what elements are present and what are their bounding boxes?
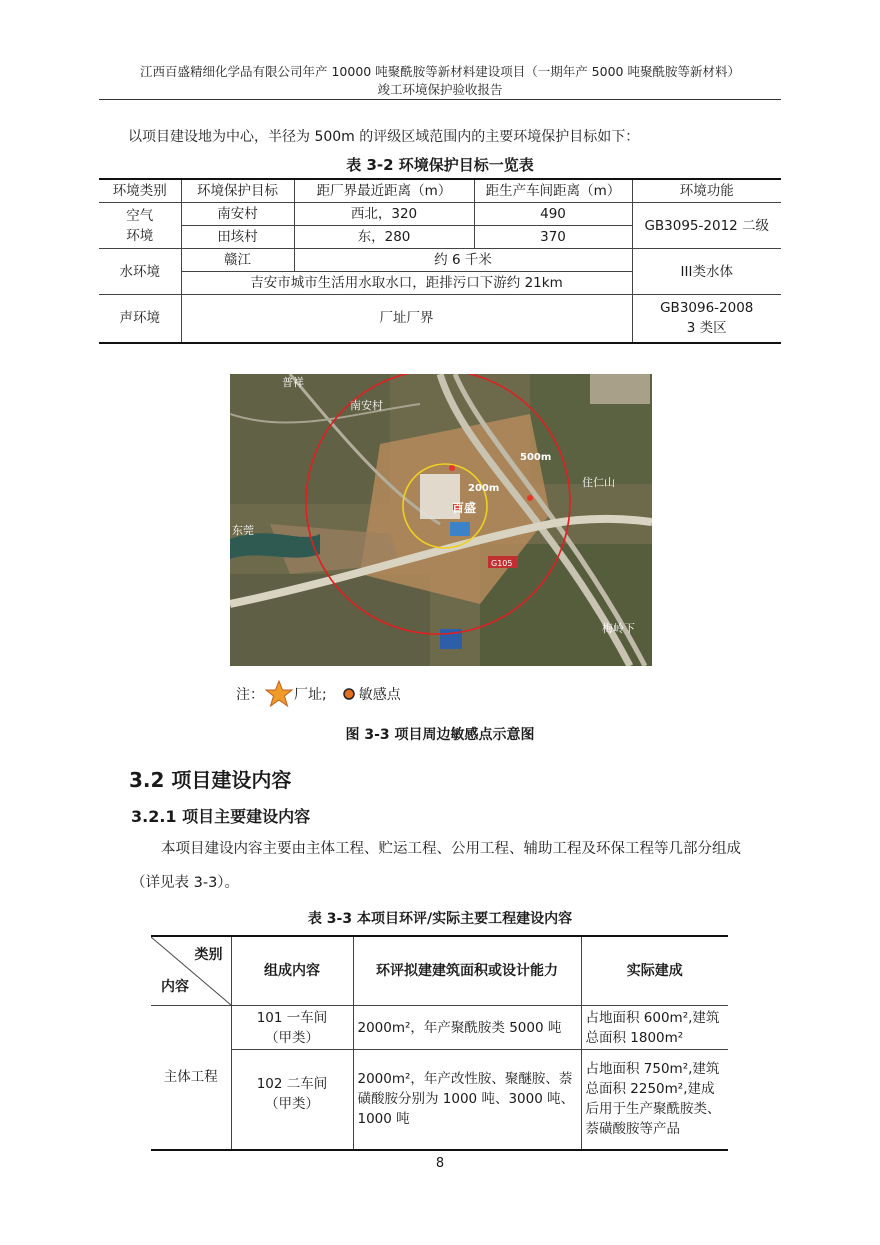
cell-text: GB3096-2008 bbox=[660, 300, 754, 317]
table33-caption: 表 3-3 本项目环评/实际主要工程建设内容 bbox=[307, 911, 573, 927]
table-header-cell: 组成内容 bbox=[231, 936, 353, 1006]
construction-content-table bbox=[151, 935, 728, 1151]
legend-sensitive: 敏感点 bbox=[358, 687, 401, 703]
cell-text: 3 类区 bbox=[686, 320, 727, 337]
header-rule bbox=[99, 99, 781, 100]
sensitive-dot-icon bbox=[341, 686, 359, 702]
table-cell: 2000m²，年产改性胺、聚醚胺、萘磺酸胺分别为 1000 吨、3000 吨、1000 吨 bbox=[353, 1050, 581, 1150]
map-label: 200m bbox=[468, 483, 500, 494]
section-heading: 3.2 项目建设内容 bbox=[129, 768, 292, 792]
map-label: 500m bbox=[520, 452, 552, 463]
body-paragraph: 本项目建设内容主要由主体工程、贮运工程、公用工程、辅助工程及环保工程等几部分组成（详见表 3-3）。 bbox=[131, 841, 741, 891]
table-cell: 占地面积 750m²,建筑总面积 2250m²,建成后用于生产聚酰胺类、萘磺酸胺等产品 bbox=[581, 1050, 728, 1150]
map-label: G105 bbox=[491, 559, 513, 568]
table-cell: 吉安市城市生活用水取水口，距排污口下游约 21km bbox=[181, 272, 632, 295]
table-header-cell: 实际建成 bbox=[581, 936, 728, 1006]
group-cell: 主体工程 bbox=[151, 1006, 231, 1150]
page-number: 8 bbox=[435, 1156, 445, 1171]
table-header-cell: 距厂界最近距离（m） bbox=[294, 179, 474, 203]
table-cell bbox=[231, 1006, 353, 1050]
map-graphic bbox=[230, 374, 652, 666]
map-label: 东莞 bbox=[232, 524, 254, 537]
table-cell: 声环境 bbox=[99, 295, 181, 343]
map-label: 住仁山 bbox=[582, 476, 615, 489]
table-row bbox=[99, 249, 781, 272]
table-header-row bbox=[99, 179, 781, 203]
table-header-cell: 环评拟建建筑面积或设计能力 bbox=[353, 936, 581, 1006]
environment-targets-table bbox=[99, 178, 781, 344]
noise-function-cell bbox=[632, 295, 781, 343]
legend-prefix: 注： bbox=[236, 687, 264, 703]
table-header-cell: 环境类别 bbox=[99, 179, 181, 203]
diag-bottom-label: 内容 bbox=[161, 979, 189, 995]
diag-top-label: 类别 bbox=[194, 947, 223, 963]
table32-caption: 表 3-2 环境保护目标一览表 bbox=[346, 156, 534, 174]
water-function-cell: III类水体 bbox=[632, 249, 781, 295]
cell-text: （甲类） bbox=[265, 1096, 319, 1112]
table-header-cell: 环境保护目标 bbox=[181, 179, 294, 203]
table-header-row bbox=[151, 936, 728, 1006]
map-label: 南安村 bbox=[350, 399, 383, 412]
table-header-cell: 环境功能 bbox=[632, 179, 781, 203]
map-legend bbox=[236, 680, 401, 708]
diagonal-header-cell bbox=[151, 936, 231, 1006]
cell-text: 环境 bbox=[126, 227, 154, 244]
legend-factory: 厂址; bbox=[294, 687, 327, 703]
table-row bbox=[151, 1006, 728, 1050]
map-label: 普祥 bbox=[282, 376, 304, 389]
figure-caption: 图 3-3 项目周边敏感点示意图 bbox=[345, 727, 535, 743]
map-label: 百盛 bbox=[452, 501, 477, 515]
cell-text: 102 二车间 bbox=[256, 1076, 328, 1092]
table-header-cell: 距生产车间距离（m） bbox=[474, 179, 632, 203]
table-row bbox=[99, 295, 781, 343]
star-icon bbox=[264, 680, 294, 708]
map-label: 梅岭下 bbox=[602, 622, 635, 635]
table-cell: 赣江 bbox=[181, 249, 294, 272]
air-category-cell bbox=[99, 203, 181, 249]
table-cell: 厂址厂界 bbox=[181, 295, 632, 343]
table-cell: 南安村 bbox=[181, 203, 294, 226]
water-category-cell: 水环境 bbox=[99, 249, 181, 295]
table-cell: 田垓村 bbox=[181, 226, 294, 249]
table-cell bbox=[231, 1050, 353, 1150]
table-cell: 东，280 bbox=[294, 226, 474, 249]
cell-text: 101 一车间 bbox=[256, 1009, 328, 1026]
cell-text: 空气 bbox=[126, 207, 154, 224]
table-row bbox=[151, 1050, 728, 1150]
table-cell: 西北，320 bbox=[294, 203, 474, 226]
sensitive-point-icon bbox=[527, 495, 533, 501]
intro-text: 以项目建设地为中心，半径为 500m 的评级区域范围内的主要环境保护目标如下： bbox=[128, 129, 640, 145]
subsection-heading: 3.2.1 项目主要建设内容 bbox=[131, 807, 311, 826]
air-function-cell: GB3095-2012 二级 bbox=[632, 203, 781, 249]
table-cell: 2000m²，年产聚酰胺类 5000 吨 bbox=[353, 1006, 581, 1050]
table-cell: 490 bbox=[474, 203, 632, 226]
sensitive-point-icon bbox=[449, 465, 455, 471]
table-cell: 约 6 千米 bbox=[294, 249, 632, 272]
table-cell: 370 bbox=[474, 226, 632, 249]
table-row bbox=[99, 203, 781, 226]
cell-text: （甲类） bbox=[265, 1029, 319, 1046]
table-cell: 占地面积 600m²,建筑总面积 1800m² bbox=[581, 1006, 728, 1050]
report-title-line2: 竣工环境保护验收报告 bbox=[377, 82, 503, 97]
report-title-line1: 江西百盛精细化学品有限公司年产 10000 吨聚酰胺等新材料建设项目（一期年产 5000 吨聚酰胺等新材料） bbox=[140, 64, 740, 79]
satellite-map bbox=[230, 374, 652, 666]
